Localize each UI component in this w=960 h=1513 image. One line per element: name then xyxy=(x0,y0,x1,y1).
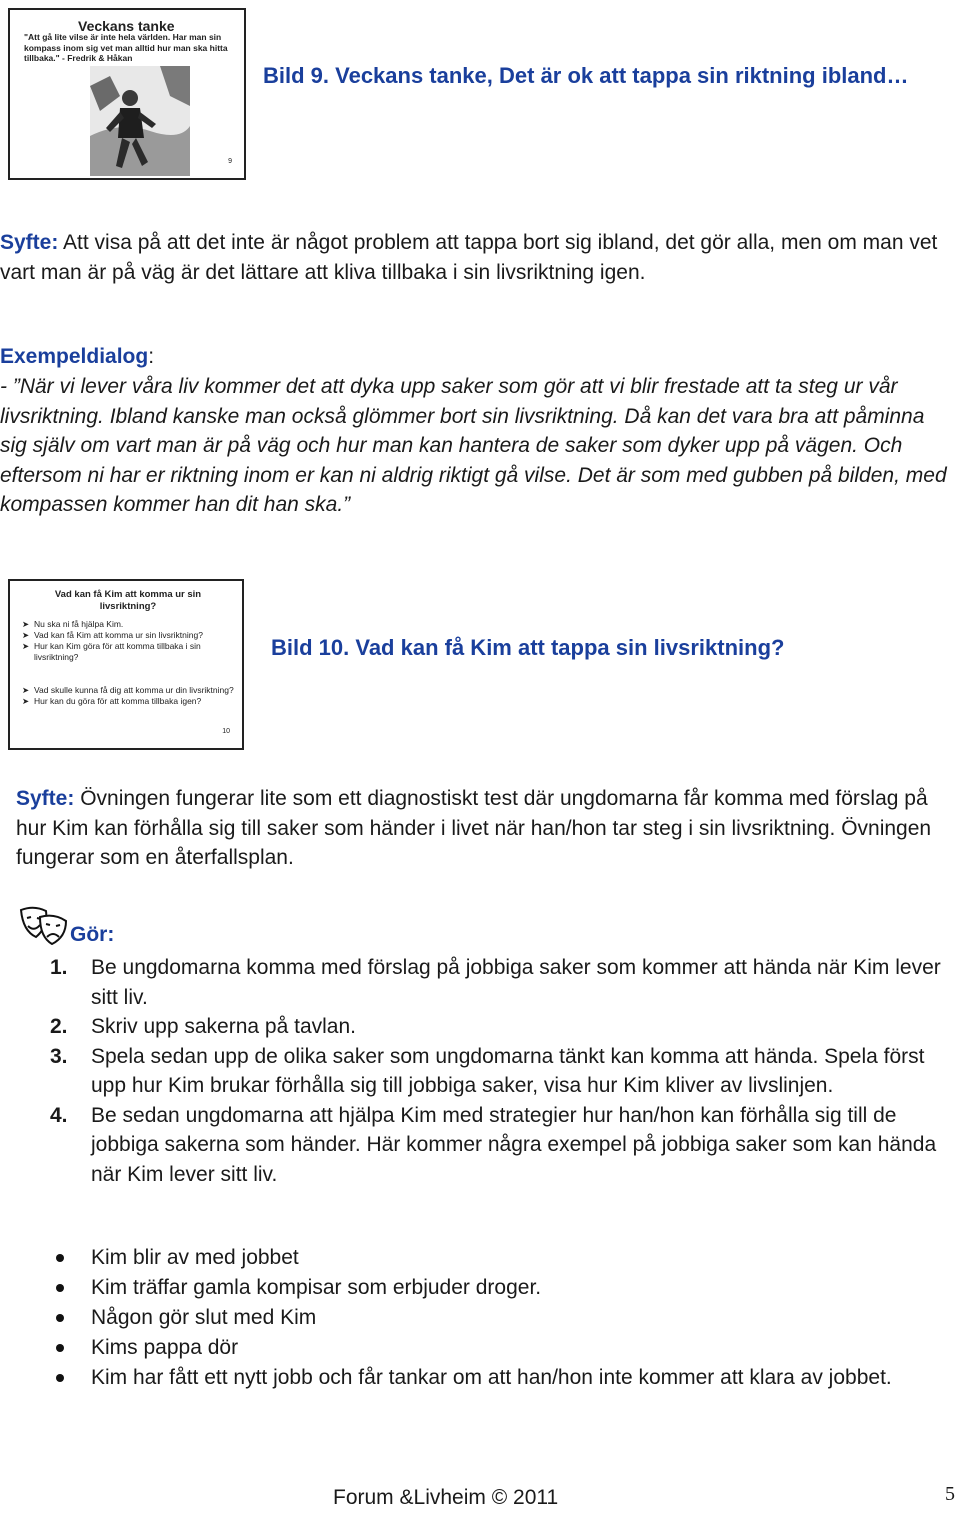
step-item: 1. Be ungdomarna komma med förslag på jobbiga saker som kommer att hända när Kim lever sitt liv. xyxy=(50,956,941,1009)
bild-9-heading: Bild 9. Veckans tanke, Det är ok att tappa sin riktning ibland… xyxy=(263,63,909,88)
slide-10-bullets xyxy=(22,619,240,663)
runner-image xyxy=(90,66,190,176)
example-item: Kims pappa dör xyxy=(0,1333,945,1363)
theater-masks-icon xyxy=(18,905,70,945)
step-item: 4. Be sedan ungdomarna att hjälpa Kim med strategier hur han/hon kan förhålla sig till de jobbiga sakerna som händer. Här kommer några exempel på jobbiga saker som kan hända när Kim lever sitt liv. xyxy=(50,1103,937,1186)
syfte-2-paragraph xyxy=(16,784,946,873)
slide-10-bullet: ➤ Hur kan Kim göra för att komma tillbaka i sin livsriktning? xyxy=(22,641,201,662)
exempeldialog-label-line xyxy=(0,342,154,372)
page-number: 5 xyxy=(945,1483,955,1505)
slide-9-title: Veckans tanke xyxy=(78,18,175,34)
syfte-1-text: Att visa på att det inte är något problem att tappa bort sig ibland, det gör alla, men om man vet vart man är på väg är det lättare att kliva tillbaka i sin livsriktning igen. xyxy=(0,231,938,284)
slide-10-title: Vad kan få Kim att komma ur sin livsriktning? xyxy=(54,589,202,612)
example-list xyxy=(0,1243,945,1393)
slide-10-bullet: ➤ Nu ska ni få hjälpa Kim. xyxy=(22,619,124,629)
example-item: Kim blir av med jobbet xyxy=(0,1243,945,1273)
exempeldialog-colon: : xyxy=(148,345,155,368)
bild-10-heading: Bild 10. Vad kan få Kim att tappa sin livsriktning? xyxy=(271,635,785,660)
slide-10-bullets-2 xyxy=(22,685,240,707)
slide-9-quote: "Att gå lite vilse är inte hela världen. Har man sin kompass inom sig vet man alltid hur man ska hitta tillbaka." - Fredrik & Håkan xyxy=(24,32,228,63)
slide-10-page-number: 10 xyxy=(222,727,230,735)
exempeldialog-label: Exempeldialog xyxy=(0,345,149,368)
slide-10-bullet: ➤ Vad kan få Kim att komma ur sin livsriktning? xyxy=(22,630,203,640)
exempeldialog-text: - ”När vi lever våra liv kommer det att dyka upp saker som gör att vi blir frestade att ta steg ur vår livsriktning. Ibland kanske man också glömmer bort sin livsriktning. Då kan det vara bra att påminna sig själv om vart man är på väg och hur man kan hantera de saker som dyker upp på vägen. Och eftersom ni har er riktning inom er kan ni aldrig riktigt gå vilse. Det är som med gubben på bilden, med kompassen kommer han dit han ska.” xyxy=(0,375,947,516)
syfte-1-paragraph xyxy=(0,228,950,287)
slide-9-page-number: 9 xyxy=(228,157,232,165)
step-item: 2. Skriv upp sakerna på tavlan. xyxy=(50,1015,356,1038)
step-item: 3. Spela sedan upp de olika saker som ungdomarna tänkt kan komma att hända. Spela först upp hur Kim brukar förhålla sig till jobbiga saker, visa hur Kim kliver av livslinjen. xyxy=(50,1044,925,1097)
example-item: Kim har fått ett nytt jobb och får tankar om att han/hon inte kommer att klara av jobbet. xyxy=(0,1363,945,1393)
syfte-2-text: Övningen fungerar lite som ett diagnostiskt test där ungdomarna får komma med förslag på hur Kim kan förhålla sig till saker som händer i livet när han/hon tar steg i sin livsriktning. Övningen fungerar som en återfallsplan. xyxy=(16,787,932,869)
example-item: Kim träffar gamla kompisar som erbjuder droger. xyxy=(0,1273,945,1303)
slide-10-bullet: ➤ Vad skulle kunna få dig att komma ur din livsriktning? xyxy=(22,685,234,695)
footer-text: Forum &Livheim © 2011 xyxy=(333,1486,559,1509)
syfte-1-label: Syfte: xyxy=(0,231,59,254)
slide-10-thumbnail xyxy=(8,579,244,750)
slide-10-bullet: ➤ Hur kan du göra för att komma tillbaka igen? xyxy=(22,696,202,706)
syfte-2-label: Syfte: xyxy=(16,787,75,810)
example-item: Någon gör slut med Kim xyxy=(0,1303,945,1333)
gor-steps xyxy=(0,953,960,1189)
gor-label: Gör: xyxy=(70,923,115,946)
slide-9-thumbnail xyxy=(8,8,246,180)
